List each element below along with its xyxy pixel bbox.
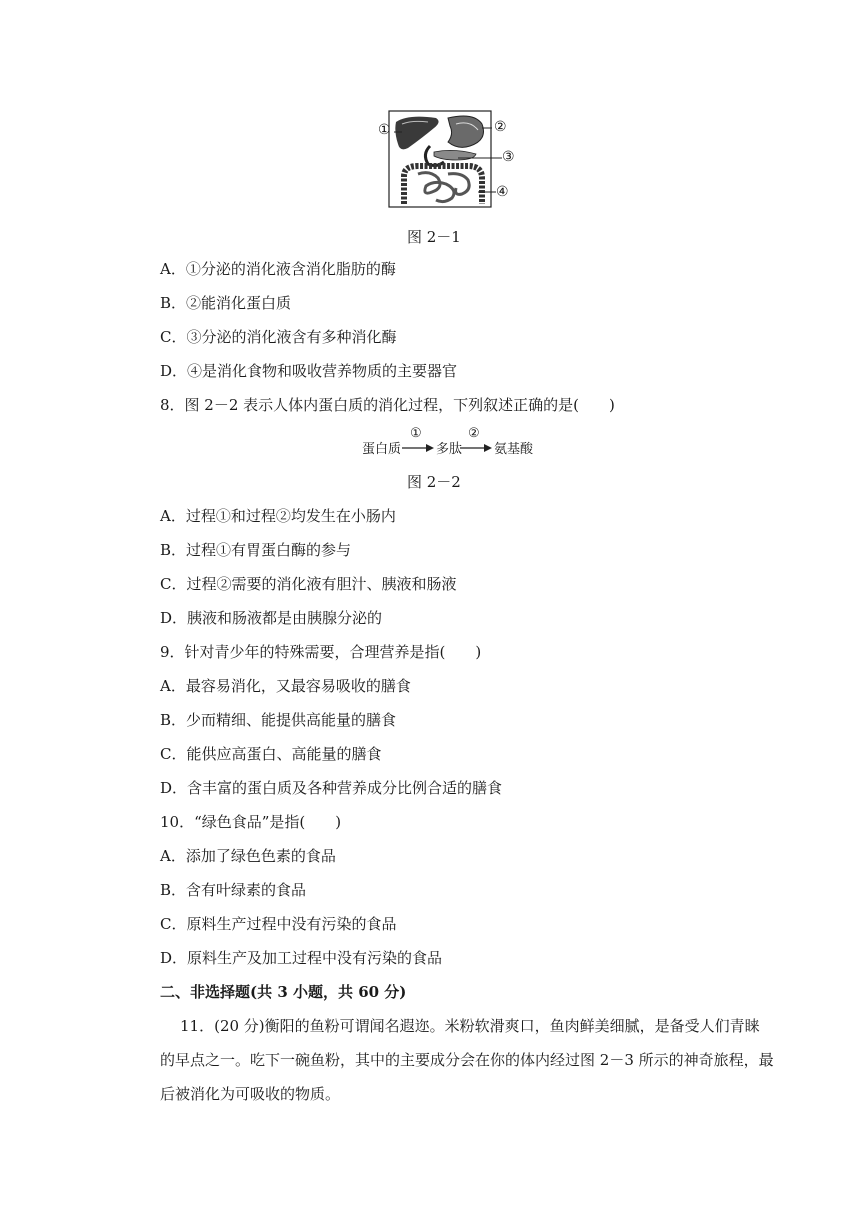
q7-option-b: B．②能消化蛋白质 <box>160 294 292 312</box>
q7-option-d: D．④是消化食物和吸收营养物质的主要器官 <box>160 362 458 380</box>
q11-line-2: 的早点之一。吃下一碗鱼粉，其中的主要成分会在你的体内经过图 2－3 所示的神奇旅程，最 <box>160 1051 774 1069</box>
q7-option-a: A．①分泌的消化液含消化脂肪的酶 <box>160 260 396 278</box>
q9-option-b: B．少而精细、能提供高能量的膳食 <box>160 711 397 729</box>
q9-option-a: A．最容易消化，又最容易吸收的膳食 <box>160 677 411 695</box>
section-heading: 二、非选择题(共 3 小题，共 60 分) <box>160 983 407 1001</box>
q10-option-b: B．含有叶绿素的食品 <box>160 881 307 899</box>
q8-option-c: C．过程②需要的消化液有胆汁、胰液和肠液 <box>160 575 457 593</box>
arrow-icon <box>402 444 434 452</box>
flow-step-2: ② <box>468 426 480 441</box>
arrow-icon <box>460 444 492 452</box>
flow-step-1: ① <box>410 426 422 441</box>
figure-marker-3: ③ <box>502 149 515 165</box>
flow-item-protein: 蛋白质 <box>362 442 402 457</box>
figure-marker-4: ④ <box>496 184 509 200</box>
q9-option-c: C．能供应高蛋白、高能量的膳食 <box>160 745 382 763</box>
protein-digestion-flow <box>362 428 542 458</box>
flow-item-polypeptide: 多肽 <box>436 442 463 457</box>
q10-option-d: D．原料生产及加工过程中没有污染的食品 <box>160 949 443 967</box>
q10-option-a: A．添加了绿色色素的食品 <box>160 847 336 865</box>
figure-marker-1: ① <box>378 122 391 138</box>
q10-stem: 10．“绿色食品”是指( ) <box>160 813 342 831</box>
q9-option-d: D．含丰富的蛋白质及各种营养成分比例合适的膳食 <box>160 779 503 797</box>
q9-stem: 9．针对青少年的特殊需要，合理营养是指( ) <box>160 643 482 661</box>
q11-line-3: 后被消化为可吸收的物质。 <box>160 1085 341 1103</box>
q11-line-1: 11．(20 分)衡阳的鱼粉可谓闻名遐迩。米粉软滑爽口，鱼肉鲜美细腻，是备受人们青睐 <box>180 1017 760 1035</box>
q7-option-c: C．③分泌的消化液含有多种消化酶 <box>160 328 397 346</box>
q8-option-a: A．过程①和过程②均发生在小肠内 <box>160 507 396 525</box>
q10-option-c: C．原料生产过程中没有污染的食品 <box>160 915 397 933</box>
q8-option-d: D．胰液和肠液都是由胰腺分泌的 <box>160 609 383 627</box>
q8-option-b: B．过程①有胃蛋白酶的参与 <box>160 541 352 559</box>
flow-item-amino-acid: 氨基酸 <box>494 442 534 457</box>
figure-marker-2: ② <box>494 119 507 135</box>
figure-caption-2-2: 图 2－2 <box>407 473 461 491</box>
figure-caption-2-1: 图 2－1 <box>407 228 461 246</box>
digestive-system-figure <box>378 108 518 210</box>
q8-stem: 8．图 2－2 表示人体内蛋白质的消化过程，下列叙述正确的是( ) <box>160 396 615 414</box>
